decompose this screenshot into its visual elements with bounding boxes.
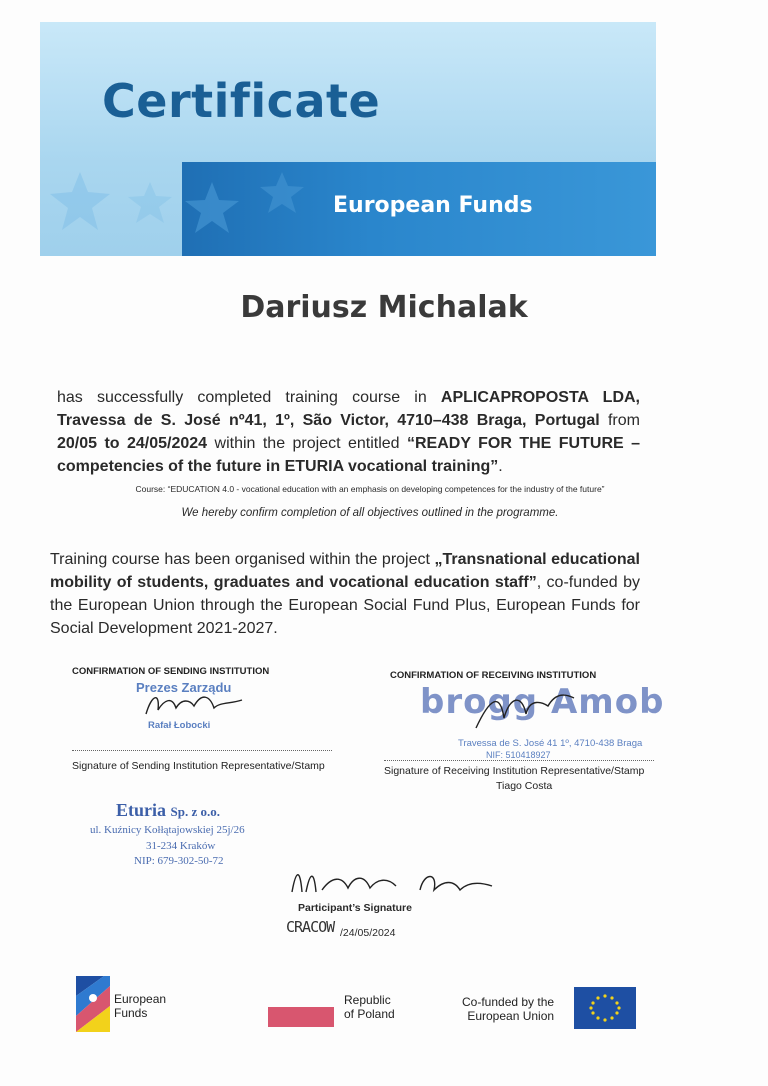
eu-cofunded-text: Co-funded by the European Union: [462, 995, 555, 1023]
participant-signature-label: Participant’s Signature: [298, 902, 412, 914]
receiving-signature-label: Signature of Receiving Institution Representative/Stamp: [384, 765, 645, 777]
eturia-stamp-nip: NIP: 679-302-50-72: [134, 855, 224, 867]
receiving-representative-name: Tiago Costa: [496, 780, 553, 792]
star-pattern: [40, 162, 182, 256]
eturia-stamp-street: ul. Kuźnicy Kołłątajowskiej 25j/26: [90, 824, 245, 836]
republic-of-poland-text: Republic of Poland: [344, 993, 395, 1021]
eu-flag-icon: [574, 987, 636, 1029]
republic-of-poland-flag: [268, 1007, 334, 1027]
sending-heading: CONFIRMATION OF SENDING INSTITUTION: [72, 666, 270, 677]
course-title: Course: “EDUCATION 4.0 - vocational education with an emphasis on developing competences for the industry of the future”: [135, 484, 605, 494]
header-banner-left: [40, 162, 182, 256]
sending-signature-line: [72, 750, 332, 751]
european-funds-logo: [76, 976, 110, 1037]
european-funds-icon: [76, 976, 110, 1032]
participant-signature: [288, 862, 508, 902]
star-pattern-dark: [182, 162, 342, 256]
receiving-stamp-logo: brogg Amob: [420, 682, 665, 722]
recipient-name: Dariusz Michalak: [240, 290, 528, 325]
sending-stamp-title: Prezes Zarządu: [136, 680, 232, 695]
receiving-stamp-address: Travessa de S. José 41 1º, 4710-438 Braga: [458, 738, 643, 749]
european-funds-text: European Funds: [114, 992, 167, 1020]
signing-place: CRACOW: [286, 918, 335, 936]
eturia-stamp-city: 31-234 Kraków: [146, 840, 216, 852]
certificate-title: Certificate: [102, 74, 381, 128]
eturia-stamp-name: Eturia Sp. z o.o.: [116, 800, 220, 820]
confirmation-statement: We hereby confirm completion of all objectives outlined in the programme.: [181, 507, 559, 519]
sending-stamp-name: Rafał Łobocki: [148, 720, 211, 731]
receiving-signature-line: [384, 760, 654, 761]
certificate-subtitle: European Funds: [333, 193, 533, 218]
completion-paragraph: has successfully completed training course in APLICAPROPOSTA LDA, Travessa de S. José nº41, 1º, São Victor, 4710–438 Braga, Portugal from 20/05 to 24/05/2024 within the project entitled “READY FOR THE FUTURE – competencies of the future in ETURIA vocational training”.: [57, 389, 640, 475]
sending-signature: [138, 686, 248, 722]
receiving-heading: CONFIRMATION OF RECEIVING INSTITUTION: [390, 670, 597, 681]
funding-paragraph: Training course has been organised within the project „Transnational educational mobility of students, graduates and vocational education staff”, co-funded by the European Union through the European Social Fund Plus, European Funds for Social Development 2021-2027.: [50, 551, 640, 637]
receiving-signature: [470, 688, 580, 734]
receiving-stamp-nif: NIF: 510418927: [486, 750, 551, 760]
signing-date: /24/05/2024: [340, 927, 396, 939]
sending-signature-label: Signature of Sending Institution Representative/Stamp: [72, 760, 325, 772]
